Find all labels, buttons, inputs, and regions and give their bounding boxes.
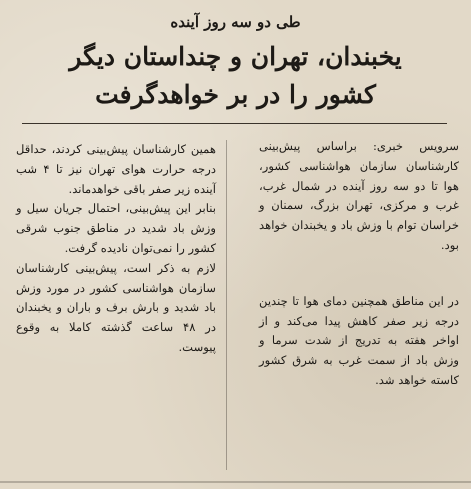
column-divider [226, 140, 227, 470]
right-column-paragraph-1: سرویس خبری: براساس پیش‌بینی کارشناسان سازمان هواشناسی کشور، هوا تا دو سه روز آینده در شمال غرب، غرب و مرکزی، تهران بزرگ، سمنان و خراسان توام با وزش باد و یخبندان خواهد بود. [259, 139, 459, 252]
headline-line-1: یخبندان، تهران و چنداستان دیگر [69, 42, 402, 71]
headline-rule [22, 123, 447, 124]
article-column-right [259, 137, 459, 391]
left-column-paragraph-3: لازم به ذکر است، پیش‌بینی کارشناسان سازمان هواشناسی کشور در مورد وزش باد شدید و بارش برف و باران و یخبندان در ۴۸ ساعت گذشته کاملا به وقوع پیوست. [16, 260, 216, 354]
clipping-bottom-edge [0, 481, 471, 483]
left-column-paragraph-2: بنابر این پیش‌بینی، احتمال جریان سیل و وزش باد شدید در مناطق جنوب شرقی کشور را نمی‌توان نادیده گرفت. [16, 201, 216, 255]
article-kicker: طی دو سه روز آینده [170, 13, 301, 31]
article-headline [20, 38, 451, 114]
left-column-paragraph-1: همین کارشناسان پیش‌بینی کردند، حداقل درجه حرارت هوای تهران نیز تا ۴ شب آینده زیر صفر باقی خواهدماند. [16, 142, 216, 196]
article-column-left [16, 140, 216, 358]
headline-line-2: کشور را در بر خواهدگرفت [95, 80, 376, 109]
right-column-paragraph-2: در این مناطق همچنین دمای هوا تا چندین درجه زیر صفر کاهش پیدا می‌کند و از اواخر هفته به تدریج از شدت سرما و وزش باد از سمت غرب به شرق کشور کاسته خواهد شد. [259, 293, 459, 387]
